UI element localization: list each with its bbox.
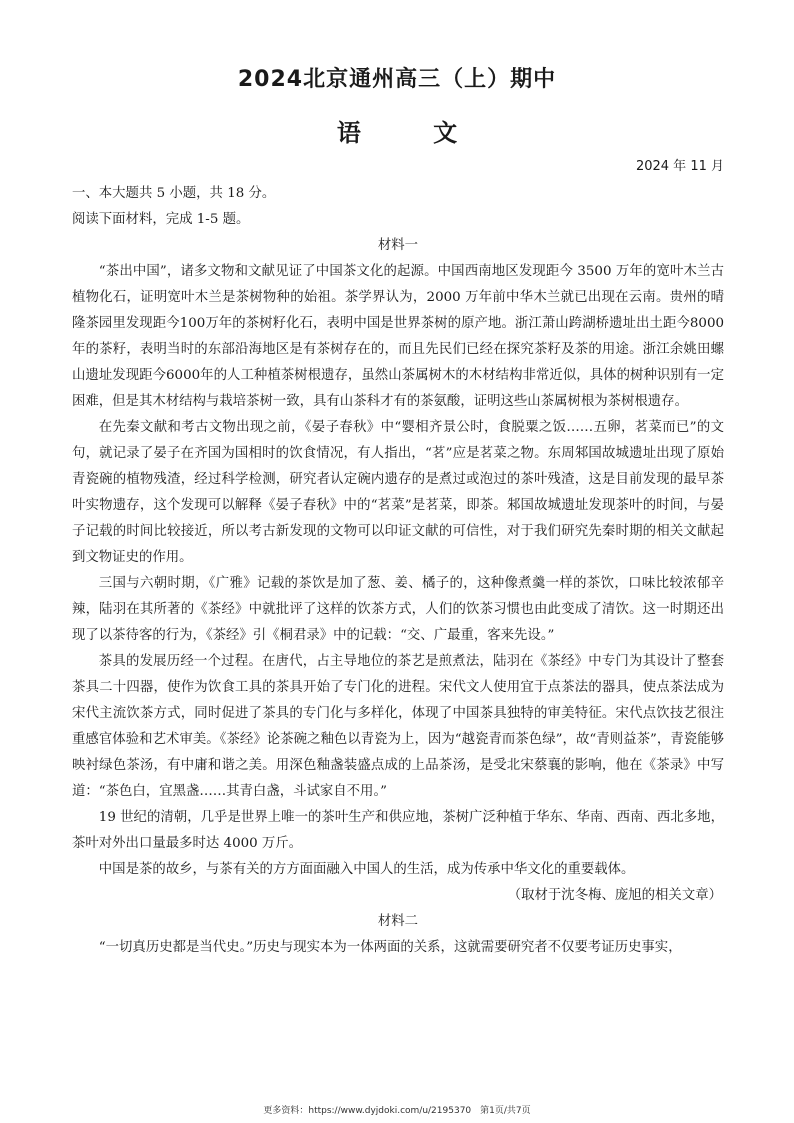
exam-date: 2024 年 11 月 [635, 159, 724, 174]
section-instruction: 阅读下面材料，完成 1-5 题。 [72, 212, 250, 227]
material1-paragraph: “茶出中国”，诸多文物和文献见证了中国茶文化的起源。中国西南地区发现距今 3500 万年的宽叶木兰古植物化石，证明宽叶木兰是茶树物种的始祖。茶学界认为，2000 万年前中华木兰就已出现在云南。贵州的晴隆茶园里发现距今100万年的茶树籽化石，表明中国是世界茶树的原产地。浙江萧山跨湖桥遗址出土距今8000年的茶籽，表明当时的东部沿海地区是有茶树存在的，而且先民们已经在探究茶籽及茶的用途。浙江余姚田螺山遗址发现距今6000年的人工种植茶树根遗存，虽然山茶属树木的木材结构非常近似，具体的树种识别有一定困难，但是其木材结构与栽培茶树一致，具有山茶科才有的茶氨酸，证明这些山茶属树根为茶树根遗存。 [72, 264, 724, 409]
material1-source: （取材于沈冬梅、庞旭的相关文章） [507, 888, 722, 903]
exam-title: 2024北京通州高三（上）期中 [237, 67, 557, 92]
page-footer: 更多资料：https://www.dyjdoki.com/u/2195370 第1页/共7页 [263, 1106, 531, 1116]
material1-paragraph: 中国是茶的故乡，与茶有关的方方面面融入中国人的生活，成为传承中华文化的重要载体。 [98, 862, 635, 877]
material1-paragraph: 在先秦文献和考古文物出现之前，《晏子春秋》中“婴相齐景公时，食脱粟之饭……五卵，茗菜而已”的文句，就记录了晏子在齐国为国相时的饮食情况，有人指出，“茗”应是茗菜之物。东周邾国故城遗址出现了原始青瓷碗的植物残渣，经过科学检测，研究者认定碗内遗存的是煮过或泡过的茶叶残渣，这是目前发现的最早茶叶实物遗存，这个发现可以解释《晏子春秋》中的“茗菜”是茗菜，即茶。邾国故城遗址发现茶叶的时间，与晏子记载的时间比较接近，所以考古新发现的文物可以印证文献的可信性，对于我们研究先秦时期的相关文献起到文物证史的作用。 [72, 420, 724, 565]
subject-title: 语 文 [336, 119, 490, 147]
material1-paragraph: 三国与六朝时期，《广雅》记载的茶饮是加了葱、姜、橘子的，这种像煮羹一样的茶饮，口味比较浓郁辛辣，陆羽在其所著的《茶经》中就批评了这样的饮茶方式，人们的饮茶习惯也由此变成了清饮。这一时期还出现了以茶待客的行为，《茶经》引《桐君录》中的记载：“交、广最重，客来先设。” [72, 576, 724, 643]
material1-paragraph: 19 世纪的清朝，几乎是世界上唯一的茶叶生产和供应地，茶树广泛种植于华东、华南、西南、西北多地，茶叶对外出口量最多时达 4000 万斤。 [72, 810, 724, 851]
material1-label: 材料一 [377, 238, 419, 253]
section-heading: 一、本大题共 5 小题，共 18 分。 [72, 186, 276, 201]
document-body [72, 181, 724, 961]
material2-paragraph: “一切真历史都是当代史。”历史与现实本为一体两面的关系，这就需要研究者不仅要考证历史事实， [98, 940, 682, 955]
material2-label: 材料二 [377, 914, 419, 929]
material1-paragraph: 茶具的发展历经一个过程。在唐代，占主导地位的茶艺是煎煮法，陆羽在《茶经》中专门为其设计了整套茶具二十四器，使作为饮食工具的茶具开始了专门化的进程。宋代文人使用宜于点茶法的器具，使点茶法成为宋代主流饮茶方式，同时促进了茶具的专门化与多样化，体现了中国茶具独特的审美特征。宋代点饮技艺很注重感官体验和艺术审美。《茶经》论茶碗之釉色以青瓷为上，因为“越瓷青而茶色绿”，故“青则益茶”，青瓷能够映衬绿色茶汤，有中庸和谐之美。用深色釉盏装盛点成的上品茶汤，是受北宋蔡襄的影响，他在《茶录》中写道：“茶色白，宜黑盏……其青白盏，斗试家自不用。” [72, 654, 724, 799]
